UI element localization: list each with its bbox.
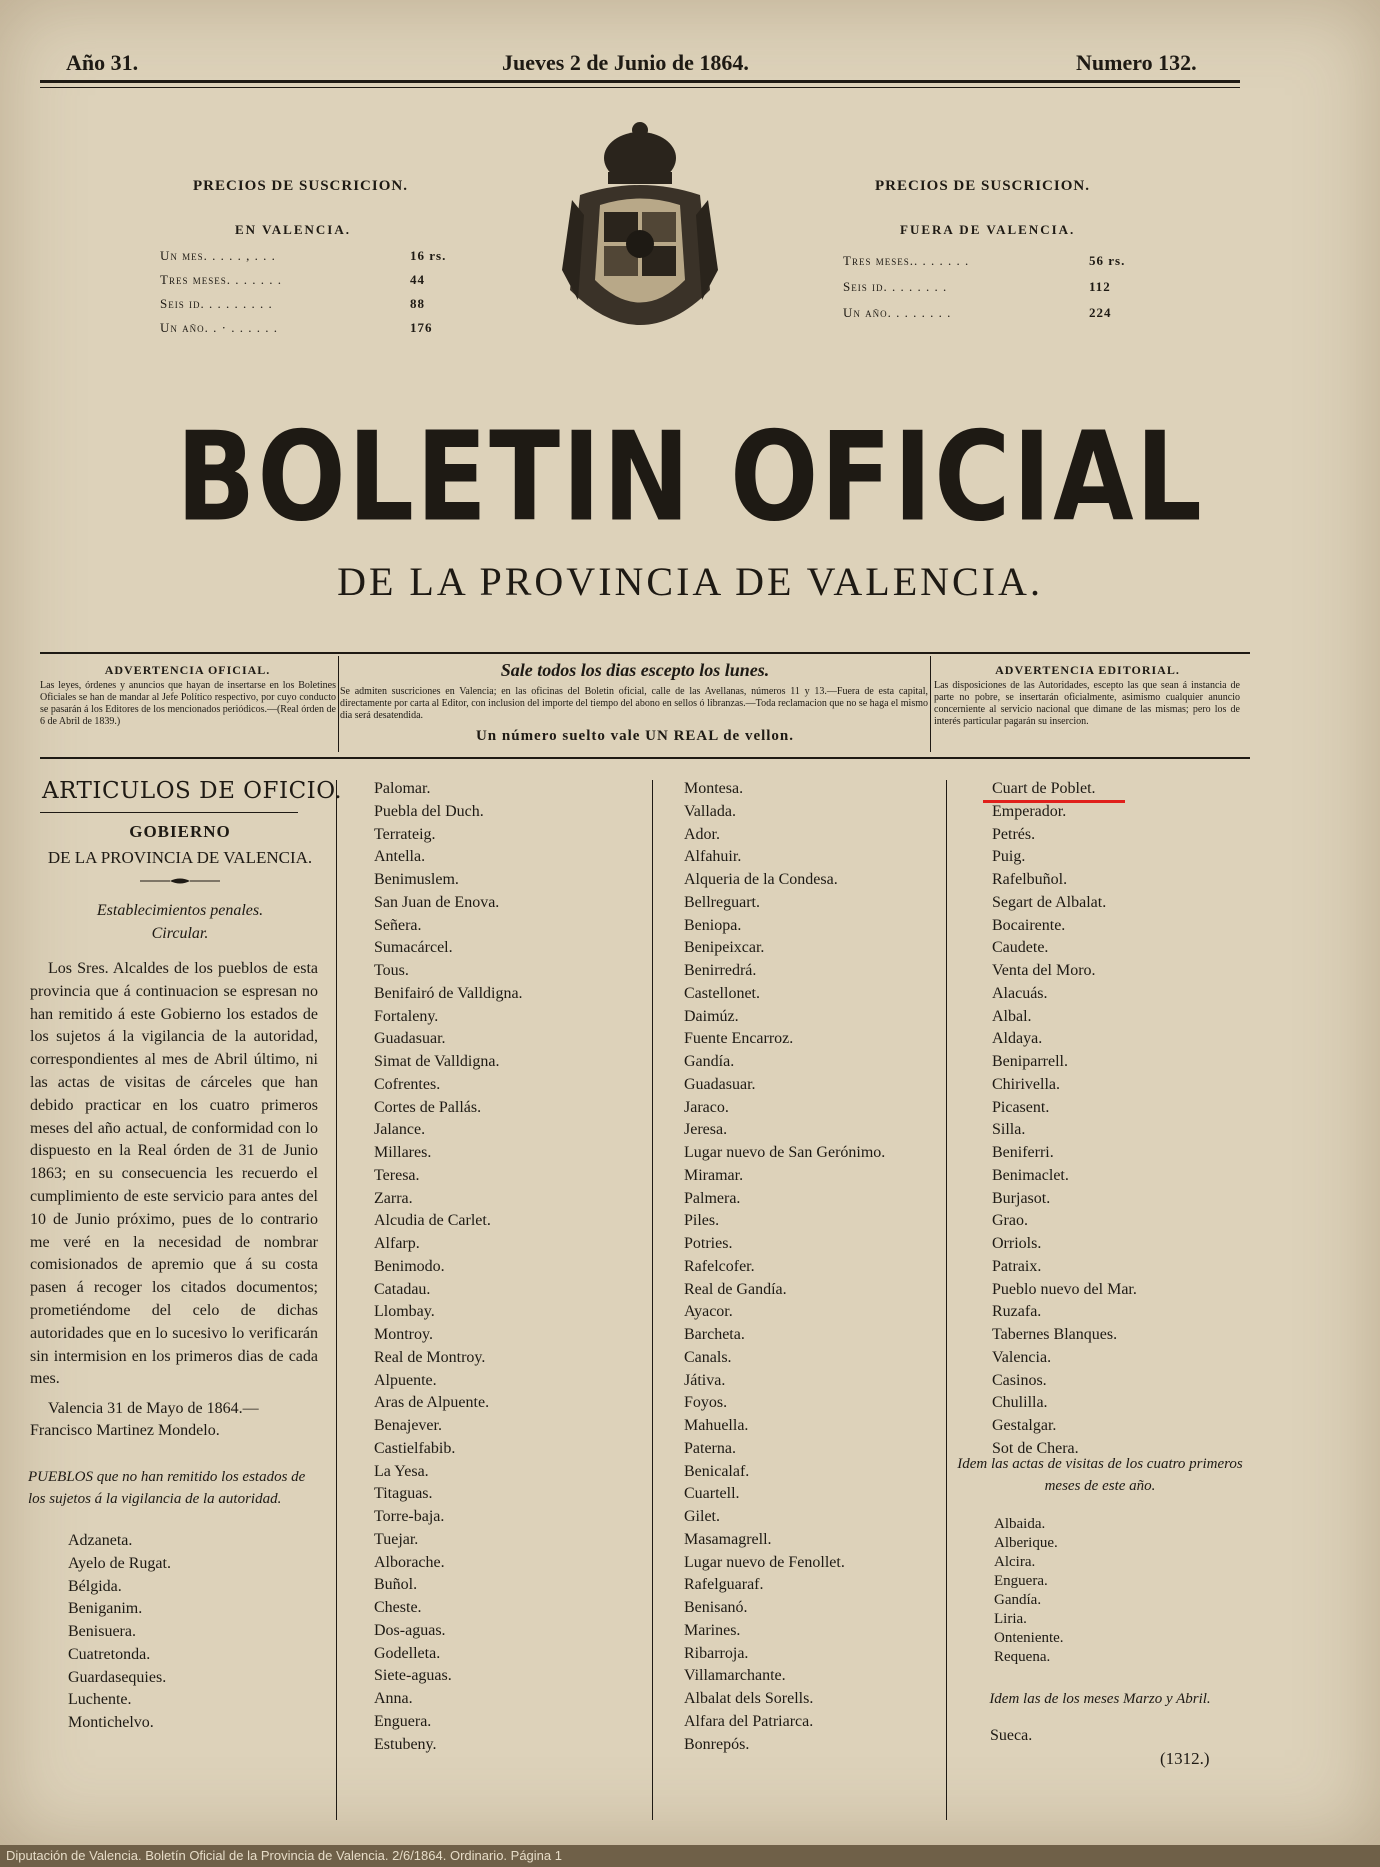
list-item: Emperador.	[992, 802, 1067, 820]
order-number: (1312.)	[1160, 1749, 1210, 1768]
list-item: Señera.	[374, 916, 422, 934]
list-item: Montichelvo.	[68, 1714, 154, 1731]
list-item: Real de Montroy.	[374, 1348, 486, 1366]
list-item: Cuart de Poblet.	[992, 780, 1096, 797]
masthead-title: BOLETIN OFICIAL	[176, 405, 1204, 549]
list-item: Gandía.	[684, 1053, 735, 1070]
list-item: Cheste.	[374, 1599, 422, 1616]
list-item: Alpuente.	[374, 1371, 437, 1389]
list-item: La Yesa.	[374, 1462, 429, 1480]
col4-note-visits: Idem las actas de visitas de los cuatro primeros meses de este año.	[957, 1456, 1243, 1494]
list-item: Requena.	[994, 1649, 1051, 1665]
list-item: Alcira.	[994, 1554, 1036, 1570]
notice-center-text: Se admiten suscriciones en Valencia; en las oficinas del Boletin oficial, calle de las Avellanas, números 11 y 13.—Fuera de esta capital, directamente por carta al Editor, con inclusion del importe del tiempo del abono en sellos ó libranzas.—Toda reclamacion que no se haga el mismo dia será desatendida.	[340, 686, 928, 721]
list-item: Ribarroja.	[684, 1644, 749, 1662]
list-item: Benirredrá.	[684, 962, 757, 979]
list-item: Barcheta.	[684, 1326, 745, 1343]
list-item: Tuejar.	[374, 1530, 419, 1548]
list-item: Canals.	[684, 1348, 732, 1366]
list-item: Enguera.	[374, 1712, 432, 1730]
list-item: Millares.	[374, 1144, 432, 1161]
list-item: Gandía.	[994, 1592, 1042, 1608]
notice-right-text: Las disposiciones de las Autoridades, escepto las que sean á instancia de parte no pobre, se insertarán oficialmente, asimismo cualquier anuncio concerniente al servicio nacional que dimane de las mismas; pero los de interés particular pagarán su insercion.	[934, 680, 1240, 727]
circular-signature: Valencia 31 de Mayo de 1864.—Francisco Martinez Mondelo.	[30, 1400, 259, 1439]
list-item: Tabernes Blanques.	[992, 1326, 1118, 1343]
list-item: Alqueria de la Condesa.	[684, 871, 838, 888]
list-item: Real de Gandía.	[684, 1280, 787, 1298]
list-item: Bonrepós.	[684, 1735, 750, 1753]
list-item: Catadau.	[374, 1280, 431, 1298]
price-row: Un mes. . . . . , . . . 16 rs.	[160, 248, 447, 263]
issue-number: Numero 132.	[1076, 50, 1197, 75]
heading-underline	[40, 812, 298, 813]
list-item: Jalance.	[374, 1121, 426, 1139]
list-item: Alcudia de Carlet.	[374, 1212, 491, 1230]
list-item: Alfara del Patriarca.	[684, 1712, 814, 1730]
list-item: Alfahuir.	[684, 848, 742, 866]
list-item: Venta del Moro.	[992, 962, 1096, 979]
notice-rule-bottom	[40, 757, 1250, 759]
notice-divider-left	[338, 656, 339, 752]
list-item: Benisuera.	[68, 1623, 136, 1640]
list-item: Benipeixcar.	[684, 939, 765, 957]
list-item: Onteniente.	[994, 1630, 1064, 1646]
list-item: Silla.	[992, 1121, 1026, 1139]
list-item: Alacuás.	[992, 984, 1048, 1002]
price-row: Un año. . · . . . . . . 176	[160, 320, 433, 335]
notice-divider-right	[930, 656, 931, 752]
list-item: Ayelo de Rugat.	[68, 1554, 171, 1572]
list-item: Gilet.	[684, 1508, 720, 1525]
list-item: Benajever.	[374, 1417, 442, 1434]
list-item: Adzaneta.	[68, 1532, 133, 1549]
list-item: Marines.	[684, 1621, 741, 1639]
government-title: GOBIERNO	[129, 822, 231, 841]
list-item: Palomar.	[374, 780, 431, 797]
list-item: Benimodo.	[374, 1257, 445, 1275]
royal-crest-icon	[560, 120, 720, 360]
list-item: Puig.	[992, 848, 1026, 866]
list-item: Rafelguaraf.	[684, 1576, 764, 1594]
list-item: Beniganim.	[68, 1600, 143, 1618]
list-item: Chirivella.	[992, 1075, 1060, 1093]
list-item: Orriols.	[992, 1235, 1042, 1252]
column-divider-1	[336, 780, 337, 1820]
list-item: Luchente.	[68, 1691, 132, 1709]
list-item: Valencia.	[992, 1348, 1052, 1366]
list-item: Guardasequies.	[68, 1668, 167, 1686]
prices-left-subtitle: EN VALENCIA.	[235, 222, 351, 237]
list-item: Alfarp.	[374, 1235, 420, 1252]
list-item: Daimúz.	[684, 1007, 739, 1025]
list-item: Beniferri.	[992, 1144, 1054, 1161]
list-item: Chulilla.	[992, 1394, 1048, 1412]
notice-center-title: Sale todos los dias escepto los lunes.	[500, 660, 770, 680]
list-item: Teresa.	[374, 1166, 420, 1184]
col3-town-list	[684, 778, 885, 1756]
list-item: Guadasuar.	[684, 1075, 756, 1093]
list-item: Antella.	[374, 848, 426, 866]
government-subtitle: DE LA PROVINCIA DE VALENCIA.	[47, 848, 313, 867]
section-type: Circular.	[151, 925, 209, 942]
list-item: Benimaclet.	[992, 1166, 1069, 1184]
list-item: Beniparrell.	[992, 1053, 1068, 1070]
circular-body: Los Sres. Alcaldes de los pueblos de esta provincia que á continuacion se espresan no han remitido á este Gobierno los estados de los sujetos á la vigilancia de la autoridad, correspondientes al mes de Abril último, ni las actas de visitas de cárceles que han debido practicar en los cuatro primeros meses del año actual, de conformidad con lo dispuesto en la Real órden de 31 de Junio 1863; en su consecuencia les recuerdo el cumplimiento de este servicio para antes del 10 de Junio próximo, pues de lo contrario me veré en la necesidad de nombrar comisionados de apremio que á su costa pasen á recoger los citados documentos; prometiéndome del celo de dichas autoridades que en lo sucesivo lo verificarán sin intermision en los primeros dias de cada mes.	[30, 960, 318, 1388]
notice-left-title: ADVERTENCIA OFICIAL.	[104, 663, 271, 677]
list-item: Rafelbuñol.	[992, 871, 1068, 888]
price-row: Un año. . . . . . . . 224	[843, 305, 1112, 320]
list-item: Palmera.	[684, 1189, 741, 1207]
list-item: Masamagrell.	[684, 1530, 772, 1548]
col2-town-list	[374, 778, 523, 1756]
list-item: Aras de Alpuente.	[374, 1394, 490, 1412]
list-item: Fuente Encarroz.	[684, 1030, 794, 1048]
list-item: Alborache.	[374, 1553, 445, 1571]
list-item: Cuatretonda.	[68, 1645, 151, 1663]
list-item: Cuartell.	[684, 1485, 740, 1503]
list-item: Bocairente.	[992, 916, 1066, 934]
list-item: Jeresa.	[684, 1121, 728, 1139]
list-item: Patraix.	[992, 1257, 1042, 1275]
list-item: Ruzafa.	[992, 1303, 1042, 1321]
list-item: Bélgida.	[68, 1577, 122, 1595]
price-row: Seis id. . . . . . . . 112	[843, 279, 1111, 294]
header-rule-bottom	[40, 87, 1240, 88]
notice-rule-top	[40, 652, 1250, 654]
list-item: Cofrentes.	[374, 1075, 441, 1093]
list-item: Anna.	[374, 1690, 413, 1707]
list-item: Lugar nuevo de San Gerónimo.	[684, 1144, 886, 1161]
section-subject: Establecimientos penales.	[96, 902, 264, 919]
col4-note-months: Idem las de los meses Marzo y Abril.	[989, 1691, 1211, 1707]
list-item: Bellreguart.	[684, 893, 760, 911]
list-item: Albalat dels Sorells.	[684, 1690, 814, 1707]
prices-left-title: PRECIOS DE SUSCRICION.	[193, 178, 408, 194]
column-divider-3	[946, 780, 947, 1820]
ornament-divider-icon	[140, 876, 220, 886]
col1-town-list	[68, 1530, 171, 1735]
price-row: Seis id. . . . . . . . . 88	[160, 296, 425, 311]
list-item: Aldaya.	[992, 1030, 1043, 1048]
footer-caption: Diputación de Valencia. Boletín Oficial de la Provincia de Valencia. 2/6/1864. Ordinario. Página 1	[0, 1845, 1380, 1867]
col4-town-list	[992, 778, 1137, 1461]
list-item: Lugar nuevo de Fenollet.	[684, 1553, 845, 1571]
list-item: Castellonet.	[684, 984, 760, 1002]
list-item: Picasent.	[992, 1098, 1050, 1116]
list-item: Burjasot.	[992, 1189, 1051, 1207]
prices-right-subtitle: FUERA DE VALENCIA.	[900, 222, 1076, 237]
list-item: Ador.	[684, 825, 720, 843]
prices-right-title: PRECIOS DE SUSCRICION.	[875, 178, 1090, 194]
list-item: Rafelcofer.	[684, 1257, 755, 1275]
list-item: Fortaleny.	[374, 1007, 439, 1025]
list-item: Benisanó.	[684, 1599, 748, 1616]
price-row: Tres meses. . . . . . . 44	[160, 272, 425, 287]
list-item: Piles.	[684, 1212, 720, 1230]
issue-year: Año 31.	[66, 50, 139, 75]
list-item: Llombay.	[374, 1303, 435, 1321]
list-item: Guadasuar.	[374, 1030, 446, 1048]
list-item: Pueblo nuevo del Mar.	[992, 1280, 1137, 1298]
header-rule-top	[40, 80, 1240, 83]
list-item: Titaguas.	[374, 1485, 433, 1503]
list-item: Paterna.	[684, 1439, 736, 1457]
list-item: Montroy.	[374, 1326, 433, 1343]
list-item: Casinos.	[992, 1371, 1047, 1389]
list-item: Siete-aguas.	[374, 1667, 452, 1685]
list-item: Tous.	[374, 962, 409, 979]
list-item: Gestalgar.	[992, 1417, 1057, 1434]
notice-left-text: Las leyes, órdenes y anuncios que hayan de insertarse en los Boletines Oficiales se han de mandar al Jefe Político respectivo, por cuyo conducto se pasarán á los Editores de los mencionados periódicos.—(Real órden de 6 de Abril de 1839.)	[40, 680, 336, 727]
list-item: Castielfabib.	[374, 1439, 456, 1457]
list-item: Grao.	[992, 1212, 1028, 1230]
list-item: Jaraco.	[684, 1098, 729, 1116]
list-item: Zarra.	[374, 1189, 413, 1207]
notice-center-bottom: Un número suelto vale UN REAL de vellon.	[475, 728, 795, 744]
list-item: Benifairó de Valldigna.	[374, 984, 523, 1002]
list-item: Godelleta.	[374, 1644, 441, 1662]
list-item: Miramar.	[684, 1166, 744, 1184]
list-item: Villamarchante.	[684, 1667, 786, 1685]
list-item: Montesa.	[684, 780, 744, 797]
list-item: Liria.	[994, 1611, 1027, 1627]
list-item: Terrateig.	[374, 825, 436, 843]
column-divider-2	[652, 780, 653, 1820]
section-heading: ARTICULOS DE OFICIO.	[42, 778, 343, 804]
list-item: Torre-baja.	[374, 1508, 445, 1525]
list-item: Segart de Albalat.	[992, 893, 1107, 911]
price-row: Tres meses.. . . . . . . 56 rs.	[843, 253, 1126, 268]
list-item: Albaida.	[994, 1516, 1046, 1532]
list-item: Enguera.	[994, 1573, 1048, 1589]
col4-town-list-3	[990, 1725, 1032, 1748]
list-item: Potries.	[684, 1235, 733, 1252]
list-item: Ayacor.	[684, 1303, 733, 1321]
list-item: Benimuslem.	[374, 871, 459, 888]
pueblos-intro: PUEBLOS que no han remitido los estados de los sujetos á la vigilancia de la autoridad.	[28, 1469, 306, 1507]
list-item: Sumacárcel.	[374, 939, 453, 957]
list-item: Cortes de Pallás.	[374, 1098, 482, 1116]
list-item: Caudete.	[992, 939, 1049, 957]
issue-date: Jueves 2 de Junio de 1864.	[502, 50, 749, 75]
list-item: Alberique.	[994, 1535, 1058, 1551]
list-item: Benicalaf.	[684, 1462, 750, 1480]
list-item: Foyos.	[684, 1394, 728, 1412]
masthead-subtitle: DE LA PROVINCIA DE VALENCIA.	[337, 559, 1043, 604]
list-item: Játiva.	[684, 1371, 726, 1389]
list-item: Dos-aguas.	[374, 1621, 446, 1639]
list-item: Sueca.	[990, 1727, 1033, 1744]
notice-right-title: ADVERTENCIA EDITORIAL.	[995, 663, 1180, 677]
list-item: Estubeny.	[374, 1735, 437, 1753]
list-item: Mahuella.	[684, 1417, 749, 1434]
list-item: Simat de Valldigna.	[374, 1053, 500, 1070]
list-item: Albal.	[992, 1007, 1032, 1025]
list-item: Buñol.	[374, 1576, 418, 1594]
list-item: Petrés.	[992, 825, 1036, 843]
list-item: Sot de Chera.	[992, 1439, 1079, 1457]
list-item: Vallada.	[684, 802, 736, 820]
list-item: San Juan de Enova.	[374, 893, 500, 911]
col4-town-list-2	[994, 1515, 1064, 1667]
list-item: Beniopa.	[684, 916, 742, 934]
list-item: Puebla del Duch.	[374, 802, 484, 820]
